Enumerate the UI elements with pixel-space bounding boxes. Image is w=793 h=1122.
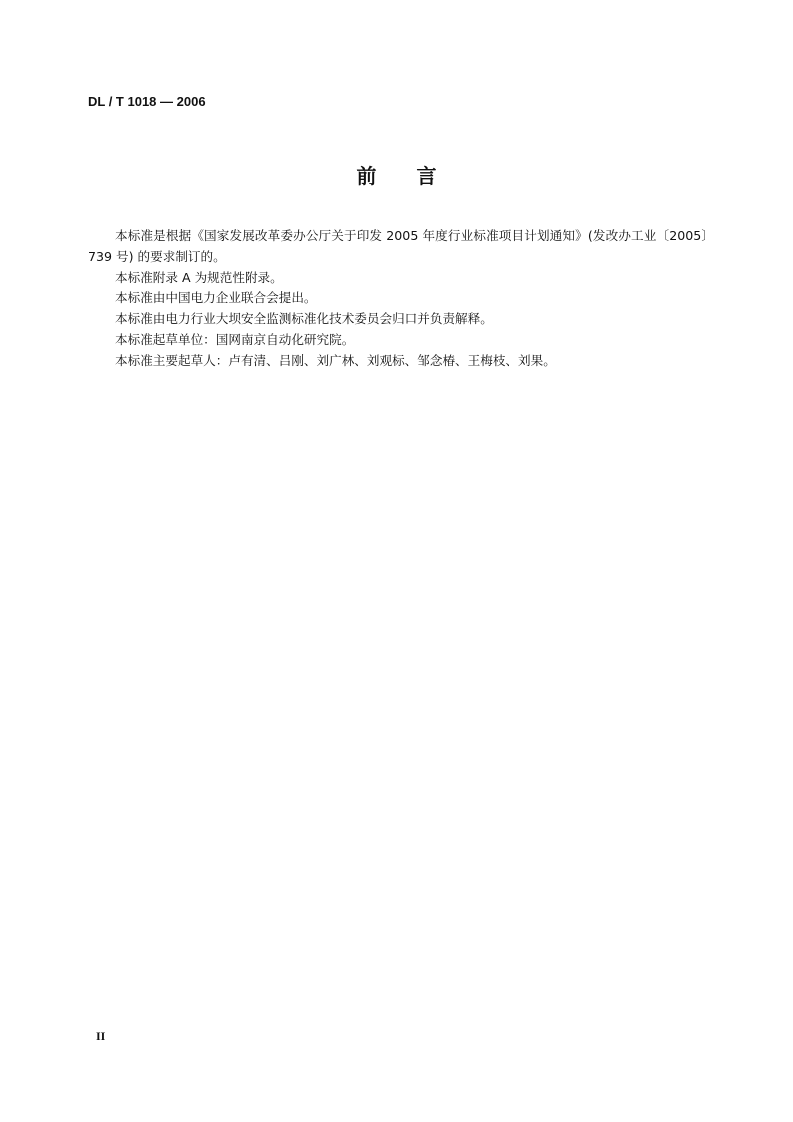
title-char-2: 言 [416,164,437,188]
page-title [0,160,793,189]
paragraph-proposer: 本标准由中国电力企业联合会提出。 [115,290,317,306]
paragraph-drafting-unit: 本标准起草单位：国网南京自动化研究院。 [115,331,355,347]
paragraph-appendix: 本标准附录 A 为规范性附录。 [115,269,283,285]
page-number: II [96,1029,106,1043]
paragraph-drafters: 本标准主要起草人：卢有清、吕刚、刘广林、刘观标、邹念椿、王梅枝、刘果。 [115,352,556,368]
paragraph-basis: 本标准是根据《国家发展改革委办公厅关于印发 2005 年度行业标准项目计划通知》(发改办工业〔2005〕739 号) 的要求制订的。 [88,228,714,264]
paragraph-responsible: 本标准由电力行业大坝安全监测标准化技术委员会归口并负责解释。 [115,311,493,327]
standard-code: DL / T 1018 — 2006 [88,94,206,109]
foreword-body [88,226,714,372]
title-char-1: 前 [356,164,377,188]
